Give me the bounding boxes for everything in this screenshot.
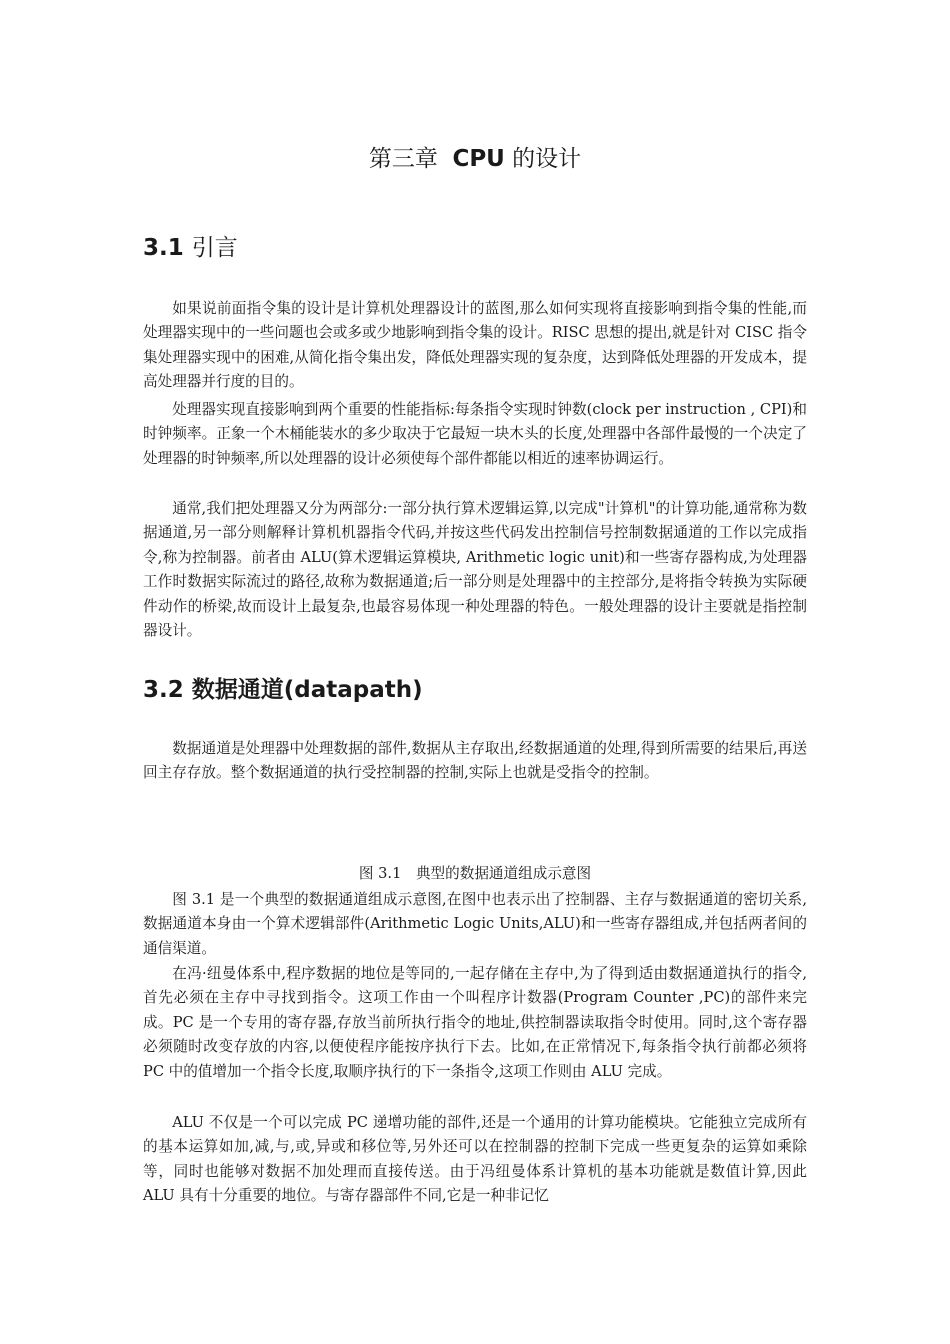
paragraph: 数据通道是处理器中处理数据的部件,数据从主存取出,经数据通道的处理,得到所需要的结果后,再送回主存存放。整个数据通道的执行受控制器的控制,实际上也就是受指令的控制。 xyxy=(143,740,807,782)
chapter-title-latin: CPU xyxy=(452,146,505,172)
paragraph: 如果说前面指令集的设计是计算机处理器设计的蓝图,那么如何实现将直接影响到指令集的性能,而处理器实现中的一些问题也会或多或少地影响到指令集的设计。RISC 思想的提出,就是针对 CISC 指令集处理器实现中的困难,从简化指令集出发，降低处理器实现的复杂度，达到降低处理器的开发成本，提高处理器并行度的目的。 xyxy=(143,300,807,391)
paragraph: ALU 不仅是一个可以完成 PC 递增功能的部件,还是一个通用的计算功能模块。它能独立完成所有的基本运算如加,减,与,或,异或和移位等,另外还可以在控制器的控制下完成一些更复杂的运算如乘除等，同时也能够对数据不加处理而直接传送。由于冯纽曼体系计算机的基本功能就是数值计算,因此 ALU 具有十分重要的地位。与寄存器部件不同,它是一种非记忆 xyxy=(143,1114,807,1205)
chapter-title-suffix: 的设计 xyxy=(512,146,582,172)
section-number: 3.1 xyxy=(143,235,184,261)
paragraph: 图 3.1 是一个典型的数据通道组成示意图,在图中也表示出了控制器、主存与数据通道的密切关系,数据通道本身由一个算术逻辑部件(Arithmetic Logic Units,ALU)和一些寄存器组成,并包括两者间的通信渠道。 xyxy=(143,891,807,957)
chapter-title-prefix: 第三章 xyxy=(368,146,438,172)
section-heading-3-2 xyxy=(143,671,423,704)
section-number: 3.2 xyxy=(143,677,184,703)
figure-caption: 图 3.1 典型的数据通道组成示意图 xyxy=(358,865,592,882)
paragraph: 通常,我们把处理器又分为两部分:一部分执行算术逻辑运算,以完成"计算机"的计算功能,通常称为数据通道,另一部分则解释计算机机器指令代码,并按这些代码发出控制信号控制数据通道的工作以完成指令,称为控制器。前者由 ALU(算术逻辑运算模块, Arithmetic logic unit)和一些寄存器构成,为处理器工作时数据实际流过的路径,故称为数据通道;后一部分则是处理器中的主控部分,是将指令转换为实际硬件动作的桥梁,故而设计上最复杂,也最容易体现一种处理器的特色。一般处理器的设计主要就是指控制器设计。 xyxy=(143,500,807,640)
section-heading-3-1 xyxy=(143,229,238,262)
paragraph: 在冯·纽曼体系中,程序数据的地位是等同的,一起存储在主存中,为了得到适由数据通道执行的指令,首先必须在主存中寻找到指令。这项工作由一个叫程序计数器(Program Counter ,PC)的部件来完成。PC 是一个专用的寄存器,存放当前所执行指令的地址,供控制器读取指令时使用。同时,这个寄存器必须随时改变存放的内容,以便使程序能按序执行下去。比如,在正常情况下,每条指令执行前都必须将 PC 中的值增加一个指令长度,取顺序执行的下一条指令,这项工作则由 ALU 完成。 xyxy=(143,965,807,1080)
section-title: 引言 xyxy=(191,235,238,261)
paragraph: 处理器实现直接影响到两个重要的性能指标:每条指令实现时钟数(clock per instruction , CPI)和时钟频率。正象一个木桶能装水的多少取决于它最短一块木头的长度,处理器中各部件最慢的一个决定了处理器的时钟频率,所以处理器的设计必须使每个部件都能以相近的速率协调运行。 xyxy=(143,401,807,467)
section-title: 数据通道(datapath) xyxy=(191,677,423,703)
chapter-title xyxy=(0,140,950,173)
